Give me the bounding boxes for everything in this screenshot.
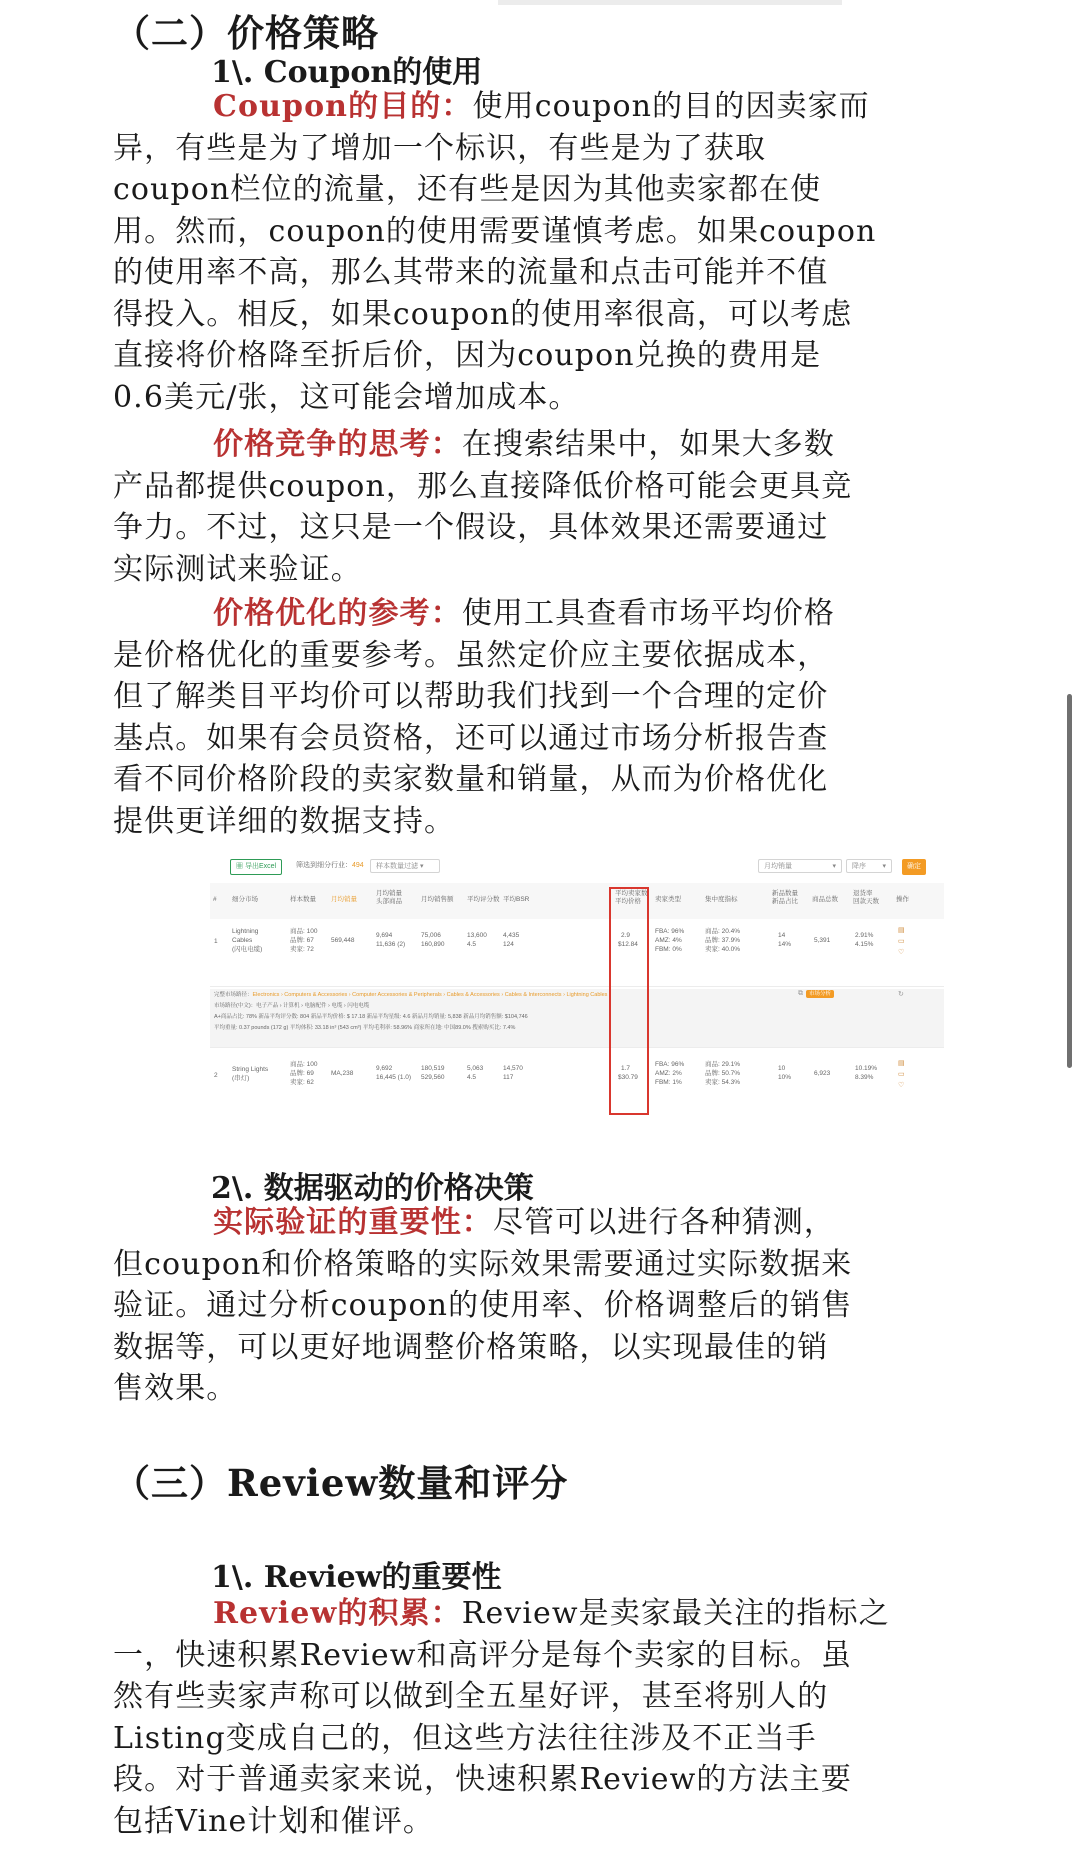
paragraph-price-optimization: 价格优化的参考：使用工具查看市场平均价格 是价格优化的重要参考。虽然定价应主要依据成本， 但了解类目平均价可以帮助我们找到一个合理的定价 基点。如果有会员资格，还可以通过市场分析报告查 看不同价格阶段的卖家数量和销量，从而为价格优化 提供更详细的数据支持。 xyxy=(113,596,836,839)
col-actions: 操作 xyxy=(896,896,909,903)
refresh-icon[interactable]: ↻ xyxy=(898,991,904,998)
document-icon[interactable]: ▭ xyxy=(898,938,905,945)
col-new: 新品数量 新品占比 xyxy=(772,890,798,905)
subheading-review-importance: 1\. Review的重要性 xyxy=(211,1560,502,1595)
market-analysis-tag[interactable]: 市场分析 xyxy=(806,990,834,998)
market-stats-2: 平均重量: 0.37 pounds (172 g) 平均体积: 33.18 in³ (543 cm³) 平均毛利率: 58.96% 商家所在地: 中国89.0% 搜索购买比: 7.4% xyxy=(214,1025,516,1031)
section-heading-review: （三）Review数量和评分 xyxy=(113,1461,569,1505)
subheading-data-driven: 2\. 数据驱动的价格决策 xyxy=(211,1171,534,1206)
copy-icon[interactable]: ⧉ xyxy=(798,990,803,997)
highlight-label: 价格优化的参考： xyxy=(213,596,462,631)
subheading-coupon-usage: 1\. Coupon的使用 xyxy=(211,55,483,90)
highlight-label: 价格竞争的思考： xyxy=(213,427,462,462)
paragraph-validation: 实际验证的重要性：尽管可以进行各种猜测， 但coupon和价格策略的实际效果需要通过实际数据来 验证。通过分析coupon的使用率、价格调整后的销售 数据等，可以更好地调整价格策略，以实现最佳的销 售效果。 xyxy=(113,1205,853,1406)
col-monthly-sales: 月均销量 xyxy=(331,896,357,903)
highlight-label: Coupon的目的： xyxy=(213,89,473,124)
col-index: # xyxy=(213,896,217,903)
highlight-label: Review的积累： xyxy=(213,1596,462,1631)
document-icon[interactable]: ▭ xyxy=(898,1071,905,1078)
col-sellers-price: 平均卖家数 平均价格 xyxy=(615,890,648,905)
paragraph-coupon-purpose: Coupon的目的：使用coupon的目的因卖家而 异，有些是为了增加一个标识，有些是为了获取 coupon栏位的流量，还有些是因为其他卖家都在使 用。然而，coupon的使用需要谨慎考虑。如果coupon 的使用率不高，那么其带来的流量和点击可能并不值 得投入。相反，如果coupon的使用率很高，可以考虑 直接将价格降至折后价，因为coupon兑换的费用是 0.6美元/张，这可能会增加成本。 xyxy=(113,89,877,415)
col-seller-type: 卖家类型 xyxy=(655,896,681,903)
embedded-market-screenshot: ▦ 导出Excel 筛选到细分行业：494 样本数量过滤 ▾ 月均销量 ▾ 降序 ▾ 确定 # 细分市场 样本数量 月均销量 月均销量 头部商品 月均销售额 平均评分数 平均BSR 平均卖家数 平均价格 卖家类型 集中度指标 新品数量 新品占比 商品总数 退货率 回款天数 操作 1 Lightning Cables (闪电电缆) 商品: 100 品牌: 67 卖家: 72 569,448 9,694 11,636 (2) 75,006 160,890 13,600 4.5 4,435 124 2.9 $12.84 FBA: 96% AMZ: 4% FBM: 0% 商品: 20.4% 品牌: 37.9% 卖家: 40.0% 14 14% 5,391 2.91% 4.15% ▤ ▭ ♡ 完整市场路径：Electronics › Computers & Accessories › Computer Accessories & Peripherals › Cables & Accessories › Cables & Interconnects › Lightning Cables 市场分析 ⧉ ↻ 市场路径(中文)：电子产品 › 计算机 › 电脑配件 › 电缆 › 闪电电缆 A+商品占比: 78% 新品平均评分数: 804 新品平均价格: $ 17.18 新品平均星级: 4.6 新品月均销量: 5,838 新品月均销售额: $104,746 平均重量: 0.37 pounds (172 g) 平均体积: 33.18 in³ (543 cm³) 平均毛利率: 58.96% 商家所在地: 中国89.0% 搜索购买比: 7.4% 2 String Lights (串灯) 商品: 100 品牌: 69 卖家: 62 MA,238 9,692 16,445 (1.0) 180,519 529,560 5,063 4.5 14,570 117 1.7 $30.79 FBA: 96% AMZ: 2% FBM: 1% 商品: 29.1% 品牌: 50.7% 卖家: 54.3% 10 10% 6,923 10.19% 8.39% ▤ ▭ ♡ xyxy=(210,856,944,1118)
row-divider xyxy=(210,1047,944,1048)
confirm-button[interactable]: 确定 xyxy=(902,859,926,875)
market-stats-1: A+商品占比: 78% 新品平均评分数: 804 新品平均价格: $ 17.18 新品平均星级: 4.6 新品月均销量: 5,838 新品月均销售额: $104,746 xyxy=(214,1014,528,1020)
chart-icon[interactable]: ▤ xyxy=(898,1060,905,1067)
sort-order-select[interactable]: 降序 ▾ xyxy=(846,859,892,873)
highlight-box-average-price xyxy=(609,887,649,1115)
sample-filter-select[interactable]: 样本数量过滤 ▾ xyxy=(370,859,440,873)
market-path-cn: 市场路径(中文)：电子产品 › 计算机 › 电脑配件 › 电缆 › 闪电电缆 xyxy=(214,1003,370,1009)
section-heading-pricing: （二）价格策略 xyxy=(113,11,379,55)
row-divider xyxy=(210,986,944,987)
excel-icon: ▦ xyxy=(236,863,243,870)
col-reviews: 平均评分数 xyxy=(467,896,500,903)
col-total: 商品总数 xyxy=(812,896,838,903)
col-market: 细分市场 xyxy=(232,896,258,903)
sort-field-select[interactable]: 月均销量 ▾ xyxy=(758,859,842,873)
chart-icon[interactable]: ▤ xyxy=(898,927,905,934)
top-edge-strip xyxy=(498,0,842,5)
highlight-label: 实际验证的重要性： xyxy=(213,1205,493,1240)
heart-icon[interactable]: ♡ xyxy=(898,949,905,956)
col-bsr: 平均BSR xyxy=(503,896,530,903)
chevron-down-icon: ▾ xyxy=(419,863,424,870)
export-excel-button[interactable]: ▦ 导出Excel xyxy=(230,859,282,875)
paragraph-review: Review的积累：Review是卖家最关注的指标之 一，快速积累Review和高评分是每个卖家的目标。虽 然有些卖家声称可以做到全五星好评，甚至将别人的 Listing变成自己的，但这些方法往往涉及不正当手 段。对于普通卖家来说，快速积累Review的方法主要 包括Vine计划和催评。 xyxy=(113,1596,890,1839)
col-return: 退货率 回款天数 xyxy=(853,890,879,905)
filter-count: 筛选到细分行业：494 xyxy=(296,862,364,869)
col-sample: 样本数量 xyxy=(290,896,316,903)
market-path: 完整市场路径：Electronics › Computers & Accessories › Computer Accessories & Peripherals › Cables & Accessories › Cables & Interconnects › Lightning Cables xyxy=(214,992,608,998)
col-head-sales: 月均销量 头部商品 xyxy=(376,890,402,905)
heart-icon[interactable]: ♡ xyxy=(898,1082,905,1089)
scrollbar-thumb[interactable] xyxy=(1067,694,1072,1068)
chevron-down-icon: ▾ xyxy=(832,863,836,870)
chevron-down-icon: ▾ xyxy=(882,863,886,870)
col-concentration: 集中度指标 xyxy=(705,896,738,903)
col-revenue: 月均销售额 xyxy=(421,896,454,903)
paragraph-price-competition: 价格竞争的思考：在搜索结果中，如果大多数 产品都提供coupon，那么直接降低价格可能会更具竞 争力。不过，这只是一个假设，具体效果还需要通过 实际测试来验证。 xyxy=(113,427,853,587)
